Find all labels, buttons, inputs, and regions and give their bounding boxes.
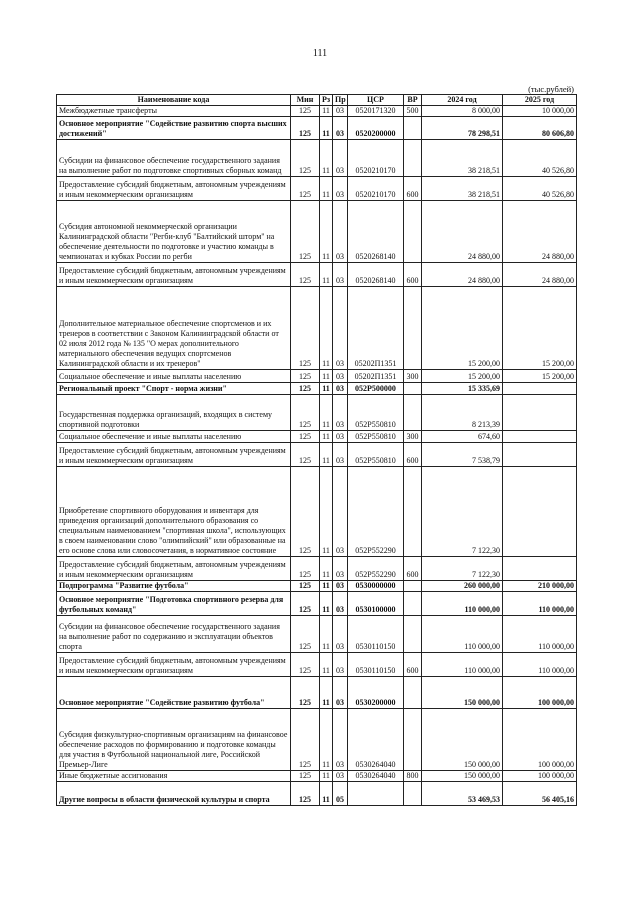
cell-2024: 110 000,00 [422,592,503,616]
cell-name [57,782,291,806]
cell-pr: 03 [333,370,348,383]
cell-vr [404,592,422,616]
cell-name [57,467,291,557]
row-name-text: Основное мероприятие "Содействие развитию спорта высших достижений" [59,119,287,138]
cell-2025: 24 880,00 [503,263,577,287]
cell-vr: 300 [404,370,422,383]
header-vr: ВР [404,95,422,106]
cell-pr: 03 [333,771,348,782]
row-name-text: Субсидия физкультурно-спортивным организациям на финансовое обеспечение расходов по формированию и подготовке команды для участия в Футбольной национальной лиге, Российской Премьер-Лиге [59,730,288,769]
cell-csr: 052Р550810 [348,431,404,443]
cell-rz: 11 [320,653,333,677]
cell-pr: 03 [333,467,348,557]
cell-vr [404,201,422,263]
cell-min: 125 [291,709,320,771]
cell-2025: 15 200,00 [503,370,577,383]
row-name-text: Региональный проект "Спорт - норма жизни" [59,384,227,393]
budget-table [56,94,577,806]
header-2024: 2024 год [422,95,503,106]
cell-csr: 0530110150 [348,653,404,677]
row-name-text: Основное мероприятие "Содействие развитию футбола" [59,698,265,707]
cell-vr: 600 [404,443,422,467]
cell-2024: 7 538,79 [422,443,503,467]
row-name-text: Субсидии на финансовое обеспечение государственного задания на выполнение работ по содержанию и эксплуатации объектов спорта [59,622,280,651]
cell-2024: 110 000,00 [422,653,503,677]
cell-name [57,771,291,782]
cell-rz: 11 [320,592,333,616]
cell-pr: 03 [333,263,348,287]
row-name-text: Социальное обеспечение и иные выплаты населению [59,372,242,381]
cell-pr: 03 [333,581,348,592]
cell-pr: 03 [333,616,348,653]
cell-vr [404,616,422,653]
cell-rz: 11 [320,370,333,383]
header-pr: Пр [333,95,348,106]
cell-2025 [503,431,577,443]
cell-2024: 38 218,51 [422,177,503,201]
cell-2025: 110 000,00 [503,592,577,616]
table-row [57,140,577,177]
cell-2025: 56 405,16 [503,782,577,806]
cell-rz: 11 [320,709,333,771]
table-row [57,709,577,771]
cell-2025: 110 000,00 [503,653,577,677]
table-row [57,395,577,431]
cell-rz: 11 [320,782,333,806]
row-name-text: Предоставление субсидий бюджетным, автономным учреждениям и иным некоммерческим организациям [59,656,286,675]
cell-csr: 0520210170 [348,177,404,201]
cell-rz: 11 [320,557,333,581]
table-row [57,677,577,709]
header-name: Наименование кода [57,95,291,106]
cell-csr: 0520210170 [348,140,404,177]
table-row [57,263,577,287]
cell-pr: 03 [333,140,348,177]
cell-csr: 0530264040 [348,709,404,771]
cell-pr: 03 [333,287,348,370]
cell-name [57,395,291,431]
table-row [57,117,577,140]
cell-csr: 052Р500000 [348,383,404,395]
cell-name [57,653,291,677]
cell-rz: 11 [320,467,333,557]
cell-csr: 0520268140 [348,201,404,263]
cell-2025: 15 200,00 [503,287,577,370]
cell-2025 [503,443,577,467]
cell-2025: 10 000,00 [503,106,577,117]
cell-2024: 15 200,00 [422,370,503,383]
cell-vr [404,782,422,806]
cell-pr: 03 [333,117,348,140]
row-name-text: Социальное обеспечение и иные выплаты населению [59,432,242,441]
table-row [57,370,577,383]
cell-rz: 11 [320,431,333,443]
cell-min: 125 [291,177,320,201]
cell-rz: 11 [320,140,333,177]
table-row [57,616,577,653]
cell-2024: 150 000,00 [422,677,503,709]
row-name-text: Приобретение спортивного оборудования и инвентаря для приведения организаций дополнительного образования со специальным наименованием "спортивная школа", использующих в своем наименовании слово "олимпийский" или образованные на его основе слова или словосочетания, в нормативное состояние [59,506,286,555]
table-row [57,287,577,370]
cell-name [57,443,291,467]
row-name-text: Субсидии на финансовое обеспечение государственного задания на выполнение работ по подготовке спортивных сборных команд [59,156,282,175]
table-header-row [57,95,577,106]
cell-rz: 11 [320,263,333,287]
cell-csr [348,782,404,806]
cell-min: 125 [291,557,320,581]
cell-rz: 11 [320,771,333,782]
cell-csr: 052Р550810 [348,395,404,431]
cell-name [57,709,291,771]
row-name-text: Дополнительное материальное обеспечение спортсменов и их тренеров в соответствии с Законом Калининградской области от 02 июля 2012 года № 135 "О мерах дополнительного материального обеспечения ведущих спортсменов Калининградской области и их тренеров" [59,319,279,368]
cell-min: 125 [291,677,320,709]
cell-vr: 500 [404,106,422,117]
cell-2024: 674,60 [422,431,503,443]
cell-name [57,616,291,653]
cell-2025: 24 880,00 [503,201,577,263]
cell-name [57,677,291,709]
table-row [57,106,577,117]
cell-rz: 11 [320,106,333,117]
cell-2024: 53 469,53 [422,782,503,806]
cell-pr: 03 [333,557,348,581]
cell-csr: 0520200000 [348,117,404,140]
cell-name [57,117,291,140]
cell-csr: 05202П1351 [348,287,404,370]
cell-min: 125 [291,431,320,443]
cell-name [57,106,291,117]
row-name-text: Подпрограмма "Развитие футбола" [59,581,189,590]
table-row [57,771,577,782]
cell-pr: 03 [333,443,348,467]
cell-min: 125 [291,395,320,431]
cell-vr [404,140,422,177]
row-name-text: Субсидия автономной некоммерческой организации Калининградской области "Регби-клуб "Балтийский шторм" на обеспечение деятельности по подготовке и участию команды в чемпионатах и кубках России по регби [59,222,275,261]
cell-min: 125 [291,140,320,177]
cell-2024: 7 122,30 [422,467,503,557]
cell-csr: 0520171320 [348,106,404,117]
cell-pr: 03 [333,383,348,395]
row-name-text: Другие вопросы в области физической культуры и спорта [59,795,270,804]
cell-2024: 15 335,69 [422,383,503,395]
cell-2025 [503,467,577,557]
row-name-text: Иные бюджетные ассигнования [59,771,168,780]
cell-name [57,287,291,370]
cell-2025: 100 000,00 [503,771,577,782]
cell-vr [404,395,422,431]
cell-vr: 300 [404,431,422,443]
cell-rz: 11 [320,201,333,263]
cell-2025: 100 000,00 [503,709,577,771]
cell-csr: 0530100000 [348,592,404,616]
cell-rz: 11 [320,117,333,140]
cell-name [57,177,291,201]
cell-csr: 052Р552290 [348,557,404,581]
cell-csr: 052Р552290 [348,467,404,557]
cell-csr: 052Р550810 [348,443,404,467]
cell-2025: 40 526,80 [503,140,577,177]
cell-2025: 40 526,80 [503,177,577,201]
table-row [57,592,577,616]
cell-rz: 11 [320,677,333,709]
cell-2024: 8 000,00 [422,106,503,117]
cell-name [57,557,291,581]
cell-vr [404,677,422,709]
cell-vr [404,383,422,395]
header-2025: 2025 год [503,95,577,106]
cell-vr [404,709,422,771]
table-row [57,581,577,592]
cell-min: 125 [291,383,320,395]
cell-2024: 24 880,00 [422,263,503,287]
cell-vr: 600 [404,263,422,287]
cell-pr: 03 [333,177,348,201]
table-row [57,782,577,806]
cell-2025: 100 000,00 [503,677,577,709]
row-name-text: Предоставление субсидий бюджетным, автономным учреждениям и иным некоммерческим организациям [59,180,286,199]
cell-rz: 11 [320,383,333,395]
cell-min: 125 [291,616,320,653]
cell-min: 125 [291,581,320,592]
cell-min: 125 [291,370,320,383]
cell-vr: 600 [404,653,422,677]
cell-rz: 11 [320,616,333,653]
table-row [57,177,577,201]
cell-name [57,592,291,616]
cell-rz: 11 [320,581,333,592]
cell-min: 125 [291,771,320,782]
cell-pr: 03 [333,653,348,677]
table-row [57,443,577,467]
cell-min: 125 [291,592,320,616]
cell-csr: 0530110150 [348,616,404,653]
cell-2024: 260 000,00 [422,581,503,592]
cell-2025 [503,395,577,431]
cell-2024: 78 298,51 [422,117,503,140]
cell-pr: 03 [333,431,348,443]
table-row [57,383,577,395]
cell-min: 125 [291,117,320,140]
cell-2024: 150 000,00 [422,771,503,782]
row-name-text: Предоставление субсидий бюджетным, автономным учреждениям и иным некоммерческим организациям [59,560,286,579]
cell-csr: 0530200000 [348,677,404,709]
cell-pr: 03 [333,592,348,616]
cell-2024: 8 213,39 [422,395,503,431]
cell-min: 125 [291,263,320,287]
header-csr: ЦСР [348,95,404,106]
row-name-text: Государственная поддержка организаций, входящих в систему спортивной подготовки [59,410,273,429]
table-row [57,431,577,443]
cell-vr [404,117,422,140]
cell-min: 125 [291,201,320,263]
table-row [57,467,577,557]
cell-pr: 03 [333,677,348,709]
cell-name [57,201,291,263]
header-rz: Рз [320,95,333,106]
row-name-text: Основное мероприятие "Подготовка спортивного резерва для футбольных команд" [59,595,284,614]
row-name-text: Межбюджетные трансферты [59,106,157,115]
cell-min: 125 [291,782,320,806]
cell-pr: 03 [333,395,348,431]
cell-2024: 110 000,00 [422,616,503,653]
cell-name [57,140,291,177]
cell-2024: 24 880,00 [422,201,503,263]
cell-csr: 0530264040 [348,771,404,782]
units-label: (тыс.рублей) [528,84,574,94]
header-min: Мин [291,95,320,106]
cell-2024: 38 218,51 [422,140,503,177]
cell-2025 [503,557,577,581]
cell-min: 125 [291,443,320,467]
cell-pr: 03 [333,201,348,263]
cell-vr [404,287,422,370]
cell-min: 125 [291,287,320,370]
cell-csr: 0530000000 [348,581,404,592]
cell-2025: 110 000,00 [503,616,577,653]
cell-name [57,370,291,383]
cell-2024: 15 200,00 [422,287,503,370]
cell-pr: 03 [333,106,348,117]
cell-rz: 11 [320,287,333,370]
cell-vr: 600 [404,557,422,581]
cell-rz: 11 [320,395,333,431]
page-number: 111 [312,48,328,59]
cell-name [57,431,291,443]
cell-pr: 03 [333,709,348,771]
cell-min: 125 [291,653,320,677]
cell-name [57,581,291,592]
cell-vr [404,467,422,557]
cell-vr [404,581,422,592]
cell-vr: 800 [404,771,422,782]
cell-min: 125 [291,467,320,557]
cell-min: 125 [291,106,320,117]
cell-csr: 0520268140 [348,263,404,287]
cell-name [57,383,291,395]
cell-2025: 80 606,80 [503,117,577,140]
cell-2024: 150 000,00 [422,709,503,771]
row-name-text: Предоставление субсидий бюджетным, автономным учреждениям и иным некоммерческим организациям [59,266,286,285]
table-row [57,653,577,677]
cell-rz: 11 [320,177,333,201]
cell-vr: 600 [404,177,422,201]
cell-csr: 05202П1351 [348,370,404,383]
cell-2025: 210 000,00 [503,581,577,592]
cell-rz: 11 [320,443,333,467]
cell-pr: 05 [333,782,348,806]
cell-2025 [503,383,577,395]
row-name-text: Предоставление субсидий бюджетным, автономным учреждениям и иным некоммерческим организациям [59,446,286,465]
table-row [57,201,577,263]
cell-2024: 7 122,30 [422,557,503,581]
cell-name [57,263,291,287]
table-row [57,557,577,581]
